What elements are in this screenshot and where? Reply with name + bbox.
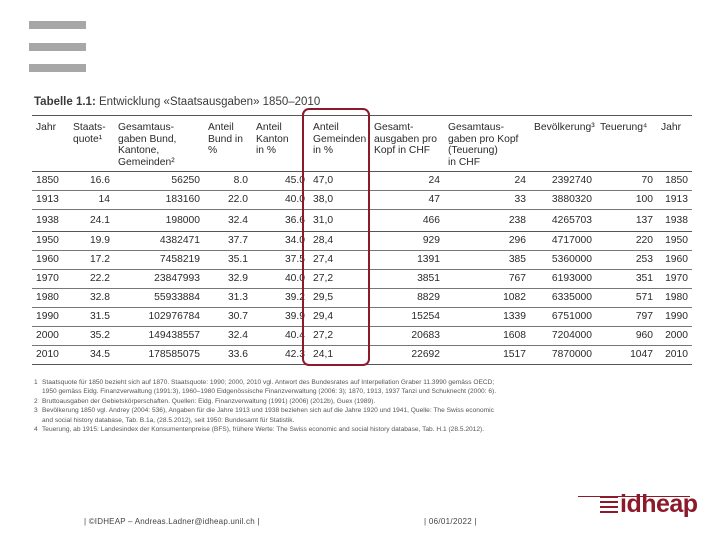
cell-anteil-bund: 32.4 <box>204 327 252 346</box>
header-ausgaben-pro-kopf-teuerung: Gesamtaus- gaben pro Kopf (Teuerung) in CHF <box>444 116 530 172</box>
cell-ausgaben-pro-kopf: 47 <box>370 191 444 210</box>
cell-ausgaben-pro-kopf-teuerung: 767 <box>444 270 530 289</box>
cell-gesamtausgaben: 178585075 <box>114 346 204 365</box>
footnote <box>34 397 654 406</box>
header-staatsquote: Staats- quote¹ <box>69 116 114 172</box>
cell-staatsquote: 22.2 <box>69 270 114 289</box>
cell-year: 1938 <box>32 210 69 232</box>
cell-ausgaben-pro-kopf-teuerung: 296 <box>444 232 530 251</box>
cell-anteil-gemeinden: 29,5 <box>309 289 370 308</box>
table-title-label: Tabelle 1.1: <box>34 96 96 108</box>
cell-teuerung: 220 <box>596 232 657 251</box>
cell-anteil-bund: 22.0 <box>204 191 252 210</box>
cell-teuerung: 253 <box>596 251 657 270</box>
cell-ausgaben-pro-kopf: 3851 <box>370 270 444 289</box>
header-year: Jahr <box>32 116 69 172</box>
footnote-text: Teuerung, ab 1915: Landesindex der Konsumentenpreise (BFS), frühere Werte: The Swiss economic and social history database, Tab. H.1 (28.5.2012). <box>42 426 485 434</box>
cell-anteil-bund: 8.0 <box>204 172 252 191</box>
cell-anteil-gemeinden: 27,4 <box>309 251 370 270</box>
cell-teuerung: 571 <box>596 289 657 308</box>
footnote-text: Bevölkerung 1850 vgl. Andrey (2004: 536), Angaben für die Jahre 1913 und 1938 beziehen sich auf die Jahre 1920 und 1941, Quelle: The Swiss economic <box>42 407 494 415</box>
cell-anteil-kanton: 40.0 <box>252 270 309 289</box>
logo-lines-icon <box>600 496 620 516</box>
cell-year-right: 1850 <box>657 172 692 191</box>
cell-staatsquote: 32.8 <box>69 289 114 308</box>
cell-staatsquote: 14 <box>69 191 114 210</box>
header-teuerung: Teuerung⁴ <box>596 116 657 172</box>
cell-anteil-kanton: 39.9 <box>252 308 309 327</box>
cell-year: 1960 <box>32 251 69 270</box>
menu-bar-3 <box>29 64 86 72</box>
cell-ausgaben-pro-kopf: 1391 <box>370 251 444 270</box>
cell-year: 1990 <box>32 308 69 327</box>
cell-anteil-bund: 32.9 <box>204 270 252 289</box>
cell-staatsquote: 34.5 <box>69 346 114 365</box>
cell-year-right: 1980 <box>657 289 692 308</box>
footnote <box>34 387 654 396</box>
cell-staatsquote: 24.1 <box>69 210 114 232</box>
cell-year-right: 1990 <box>657 308 692 327</box>
cell-ausgaben-pro-kopf-teuerung: 33 <box>444 191 530 210</box>
cell-bevoelkerung: 5360000 <box>530 251 596 270</box>
cell-year-right: 1938 <box>657 210 692 232</box>
cell-anteil-gemeinden: 38,0 <box>309 191 370 210</box>
cell-bevoelkerung: 2392740 <box>530 172 596 191</box>
footnote-text: and social history database, Tab. B.1a, (28.5.2012), seit 1950: Bundesamt für Statistik. <box>42 416 295 424</box>
footnote-number: 1 <box>34 379 38 386</box>
cell-anteil-kanton: 40.4 <box>252 327 309 346</box>
cell-anteil-bund: 33.6 <box>204 346 252 365</box>
cell-anteil-gemeinden: 27,2 <box>309 270 370 289</box>
cell-teuerung: 100 <box>596 191 657 210</box>
table-title <box>34 96 320 108</box>
cell-year: 2000 <box>32 327 69 346</box>
footnote-number: 2 <box>34 397 38 405</box>
cell-ausgaben-pro-kopf-teuerung: 385 <box>444 251 530 270</box>
cell-gesamtausgaben: 102976784 <box>114 308 204 327</box>
gemeinden-column-highlight <box>302 108 370 366</box>
header-anteil-kanton: Anteil Kanton in % <box>252 116 309 172</box>
footer-date: | 06/01/2022 | <box>424 517 477 526</box>
cell-year-right: 1970 <box>657 270 692 289</box>
cell-anteil-gemeinden: 31,0 <box>309 210 370 232</box>
cell-staatsquote: 16.6 <box>69 172 114 191</box>
cell-bevoelkerung: 7870000 <box>530 346 596 365</box>
cell-staatsquote: 31.5 <box>69 308 114 327</box>
cell-staatsquote: 35.2 <box>69 327 114 346</box>
menu-bar-1 <box>29 21 86 29</box>
cell-bevoelkerung: 6335000 <box>530 289 596 308</box>
cell-anteil-gemeinden: 27,2 <box>309 327 370 346</box>
cell-anteil-bund: 30.7 <box>204 308 252 327</box>
cell-gesamtausgaben: 4382471 <box>114 232 204 251</box>
table-title-text: Entwicklung «Staatsausgaben» 1850–2010 <box>95 96 321 108</box>
cell-ausgaben-pro-kopf-teuerung: 1517 <box>444 346 530 365</box>
cell-anteil-gemeinden: 47,0 <box>309 172 370 191</box>
cell-teuerung: 797 <box>596 308 657 327</box>
cell-year-right: 1960 <box>657 251 692 270</box>
cell-anteil-kanton: 37.5 <box>252 251 309 270</box>
footnote <box>34 378 654 387</box>
cell-ausgaben-pro-kopf: 929 <box>370 232 444 251</box>
footnotes <box>34 378 654 434</box>
cell-ausgaben-pro-kopf: 24 <box>370 172 444 191</box>
cell-gesamtausgaben: 183160 <box>114 191 204 210</box>
cell-ausgaben-pro-kopf-teuerung: 24 <box>444 172 530 191</box>
cell-year-right: 1950 <box>657 232 692 251</box>
cell-year: 1980 <box>32 289 69 308</box>
cell-ausgaben-pro-kopf: 15254 <box>370 308 444 327</box>
footnote <box>34 406 654 415</box>
cell-anteil-kanton: 34.0 <box>252 232 309 251</box>
header-ausgaben-pro-kopf: Gesamt- ausgaben pro Kopf in CHF <box>370 116 444 172</box>
cell-gesamtausgaben: 198000 <box>114 210 204 232</box>
cell-bevoelkerung: 7204000 <box>530 327 596 346</box>
cell-staatsquote: 17.2 <box>69 251 114 270</box>
cell-anteil-gemeinden: 29,4 <box>309 308 370 327</box>
cell-anteil-gemeinden: 28,4 <box>309 232 370 251</box>
cell-bevoelkerung: 6751000 <box>530 308 596 327</box>
cell-anteil-kanton: 45.0 <box>252 172 309 191</box>
cell-staatsquote: 19.9 <box>69 232 114 251</box>
cell-ausgaben-pro-kopf: 20683 <box>370 327 444 346</box>
footnote <box>34 416 654 425</box>
footnote <box>34 425 654 434</box>
cell-ausgaben-pro-kopf-teuerung: 1608 <box>444 327 530 346</box>
cell-bevoelkerung: 4717000 <box>530 232 596 251</box>
cell-year-right: 2010 <box>657 346 692 365</box>
footnote-number: 4 <box>34 426 38 434</box>
cell-year: 1850 <box>32 172 69 191</box>
cell-year: 2010 <box>32 346 69 365</box>
cell-anteil-bund: 31.3 <box>204 289 252 308</box>
footnote-text: 1950 gemäss Eidg. Finanzverwaltung (1991:3), 1960–1980 Eidgenössische Finanzverwaltung (2006: 3); 1870, 1913, 1937 Tanzi und Schuknecht (2000: 6). <box>42 388 497 396</box>
logo-text: idheap <box>620 490 698 518</box>
footnote-text: Bruttoausgaben der Gebietskörperschaften. Quellen: Eidg. Finanzverwaltung (1991) (2006) (2012b), Guex (1989). <box>42 397 376 405</box>
header-year-right: Jahr <box>657 116 692 172</box>
cell-gesamtausgaben: 7458219 <box>114 251 204 270</box>
cell-anteil-kanton: 40.0 <box>252 191 309 210</box>
header-gesamtausgaben: Gesamtaus- gaben Bund, Kantone, Gemeinden² <box>114 116 204 172</box>
cell-year: 1950 <box>32 232 69 251</box>
cell-teuerung: 351 <box>596 270 657 289</box>
cell-bevoelkerung: 6193000 <box>530 270 596 289</box>
cell-anteil-kanton: 42.3 <box>252 346 309 365</box>
cell-year: 1970 <box>32 270 69 289</box>
cell-ausgaben-pro-kopf-teuerung: 238 <box>444 210 530 232</box>
cell-year-right: 2000 <box>657 327 692 346</box>
cell-bevoelkerung: 4265703 <box>530 210 596 232</box>
cell-gesamtausgaben: 55933884 <box>114 289 204 308</box>
cell-ausgaben-pro-kopf-teuerung: 1082 <box>444 289 530 308</box>
header-anteil-gemeinden: Anteil Gemeinden in % <box>309 116 370 172</box>
header-bevoelkerung: Bevölkerung³ <box>530 116 596 172</box>
cell-gesamtausgaben: 56250 <box>114 172 204 191</box>
menu-bar-2 <box>29 43 86 51</box>
header-anteil-bund: Anteil Bund in % <box>204 116 252 172</box>
footnote-number: 3 <box>34 407 38 415</box>
cell-teuerung: 960 <box>596 327 657 346</box>
cell-teuerung: 70 <box>596 172 657 191</box>
cell-ausgaben-pro-kopf: 8829 <box>370 289 444 308</box>
cell-anteil-gemeinden: 24,1 <box>309 346 370 365</box>
footer-contact: | ©IDHEAP – Andreas.Ladner@idheap.unil.ch | <box>84 517 260 526</box>
cell-ausgaben-pro-kopf: 22692 <box>370 346 444 365</box>
cell-ausgaben-pro-kopf: 466 <box>370 210 444 232</box>
cell-anteil-kanton: 39.2 <box>252 289 309 308</box>
cell-gesamtausgaben: 149438557 <box>114 327 204 346</box>
cell-anteil-bund: 37.7 <box>204 232 252 251</box>
footnote-text: Staatsquote für 1850 bezieht sich auf 1870. Staatsquote: 1990; 2000, 2010 vgl. Antwort des Bundesrates auf Interpellation Graber 11.3990 gemäss OECD; <box>42 379 495 386</box>
cell-teuerung: 1047 <box>596 346 657 365</box>
cell-ausgaben-pro-kopf-teuerung: 1339 <box>444 308 530 327</box>
cell-gesamtausgaben: 23847993 <box>114 270 204 289</box>
cell-year: 1913 <box>32 191 69 210</box>
cell-anteil-bund: 32.4 <box>204 210 252 232</box>
cell-bevoelkerung: 3880320 <box>530 191 596 210</box>
cell-year-right: 1913 <box>657 191 692 210</box>
cell-anteil-bund: 35.1 <box>204 251 252 270</box>
cell-teuerung: 137 <box>596 210 657 232</box>
cell-anteil-kanton: 36.6 <box>252 210 309 232</box>
